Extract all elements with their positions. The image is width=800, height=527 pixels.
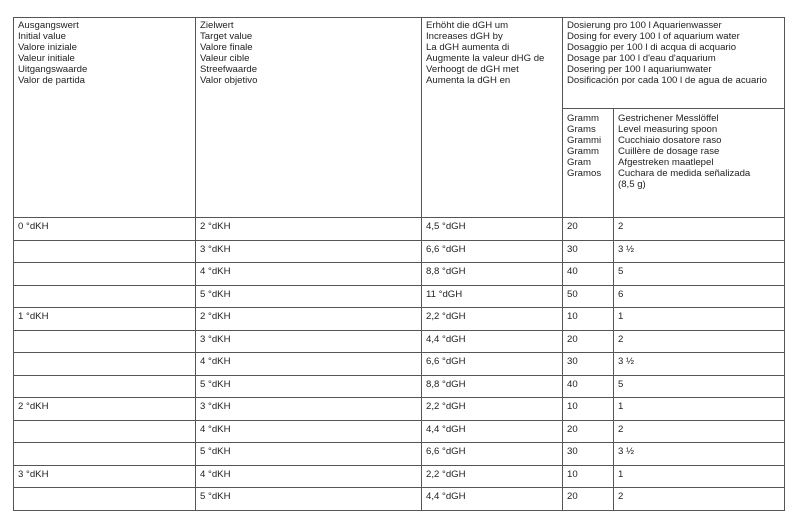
col2-line: Valeur cible — [200, 53, 250, 64]
cell-increase-dgh: 6,6 °dGH — [422, 443, 563, 466]
grams-line: Gram — [567, 157, 591, 168]
col1-line: Initial value — [18, 31, 66, 42]
cell-initial-value — [14, 443, 196, 466]
cell-target-value: 5 °dKH — [196, 443, 422, 466]
header-spoon — [614, 109, 785, 218]
cell-spoons: 2 — [614, 420, 785, 443]
cell-increase-dgh: 6,6 °dGH — [422, 240, 563, 263]
spoon-line: Gestrichener Messlöffel — [618, 113, 719, 124]
col1-line: Valeur initiale — [18, 53, 75, 64]
cell-increase-dgh: 4,5 °dGH — [422, 218, 563, 241]
cell-target-value: 4 °dKH — [196, 263, 422, 286]
cell-spoons: 3 ½ — [614, 353, 785, 376]
cell-spoons: 5 — [614, 263, 785, 286]
spoon-line: Cucchiaio dosatore raso — [618, 135, 722, 146]
cell-spoons: 3 ½ — [614, 443, 785, 466]
cell-target-value: 2 °dKH — [196, 218, 422, 241]
grams-line: Grammi — [567, 135, 602, 146]
cell-target-value: 3 °dKH — [196, 240, 422, 263]
cell-grams: 30 — [563, 443, 614, 466]
col2-line: Valore finale — [200, 42, 253, 53]
spoon-line: Level measuring spoon — [618, 124, 718, 135]
cell-grams: 20 — [563, 420, 614, 443]
cell-increase-dgh: 2,2 °dGH — [422, 465, 563, 488]
header-target-value — [196, 18, 422, 218]
cell-grams: 50 — [563, 285, 614, 308]
cell-initial-value — [14, 420, 196, 443]
cell-grams: 30 — [563, 240, 614, 263]
cell-initial-value: 3 °dKH — [14, 465, 196, 488]
cell-initial-value: 1 °dKH — [14, 308, 196, 331]
spoon-line: Cuchara de medida señalizada — [618, 168, 751, 179]
col3-line: Aumenta la dGH en — [426, 75, 511, 86]
cell-target-value: 5 °dKH — [196, 285, 422, 308]
cell-increase-dgh: 4,4 °dGH — [422, 420, 563, 443]
col3-line: Increases dGH by — [426, 31, 503, 42]
cell-initial-value — [14, 285, 196, 308]
table-row — [14, 398, 785, 421]
cell-increase-dgh: 8,8 °dGH — [422, 375, 563, 398]
table-row — [14, 375, 785, 398]
cell-grams: 10 — [563, 308, 614, 331]
cell-increase-dgh: 4,4 °dGH — [422, 330, 563, 353]
cell-initial-value — [14, 375, 196, 398]
table-row — [14, 353, 785, 376]
cell-grams: 30 — [563, 353, 614, 376]
col4-line: Dosaggio per 100 l di acqua di acquario — [567, 42, 737, 53]
dosing-table-container — [13, 17, 785, 511]
cell-increase-dgh: 8,8 °dGH — [422, 263, 563, 286]
cell-spoons: 1 — [614, 398, 785, 421]
header-row — [14, 18, 785, 109]
header-initial-value — [14, 18, 196, 218]
col2-line: Streefwaarde — [200, 64, 258, 75]
grams-line: Gramos — [567, 168, 602, 179]
header-dosing — [563, 18, 785, 109]
cell-initial-value: 0 °dKH — [14, 218, 196, 241]
col2-line: Valor objetivo — [200, 75, 258, 86]
cell-initial-value — [14, 353, 196, 376]
col4-line: Dosificación por cada 100 l de agua de acuario — [567, 75, 768, 86]
cell-increase-dgh: 6,6 °dGH — [422, 353, 563, 376]
cell-increase-dgh: 2,2 °dGH — [422, 398, 563, 421]
cell-grams: 20 — [563, 218, 614, 241]
cell-spoons: 1 — [614, 308, 785, 331]
col4-line: Dosierung pro 100 l Aquarienwasser — [567, 20, 722, 31]
table-row — [14, 308, 785, 331]
cell-target-value: 3 °dKH — [196, 398, 422, 421]
cell-spoons: 2 — [614, 330, 785, 353]
table-row — [14, 420, 785, 443]
col2-line: Target value — [200, 31, 253, 42]
col3-line: Erhöht die dGH um — [426, 20, 509, 31]
col1-line: Valore iniziale — [18, 42, 78, 53]
grams-line: Gramm — [567, 146, 599, 157]
cell-increase-dgh: 4,4 °dGH — [422, 488, 563, 511]
cell-target-value: 2 °dKH — [196, 308, 422, 331]
header-grams — [563, 109, 614, 218]
col3-line: La dGH aumenta di — [426, 42, 510, 53]
cell-target-value: 3 °dKH — [196, 330, 422, 353]
table-row — [14, 285, 785, 308]
cell-grams: 10 — [563, 465, 614, 488]
dosing-table — [13, 17, 785, 511]
cell-initial-value — [14, 488, 196, 511]
cell-grams: 40 — [563, 375, 614, 398]
table-row — [14, 443, 785, 466]
cell-spoons: 6 — [614, 285, 785, 308]
cell-grams: 40 — [563, 263, 614, 286]
cell-spoons: 3 ½ — [614, 240, 785, 263]
col4-line: Dosing for every 100 l of aquarium water — [567, 31, 740, 42]
col3-line: Augmente la valeur dHG de — [426, 53, 545, 64]
col4-line: Dosage par 100 l d'eau d'aquarium — [567, 53, 716, 64]
table-row — [14, 263, 785, 286]
cell-target-value: 5 °dKH — [196, 375, 422, 398]
spoon-line: Cuillère de dosage rase — [618, 146, 720, 157]
grams-line: Gramm — [567, 113, 599, 124]
cell-initial-value — [14, 240, 196, 263]
cell-initial-value: 2 °dKH — [14, 398, 196, 421]
cell-target-value: 4 °dKH — [196, 420, 422, 443]
cell-initial-value — [14, 263, 196, 286]
cell-spoons: 1 — [614, 465, 785, 488]
table-row — [14, 488, 785, 511]
cell-grams: 20 — [563, 488, 614, 511]
cell-target-value: 4 °dKH — [196, 465, 422, 488]
cell-grams: 20 — [563, 330, 614, 353]
col4-line: Dosering per 100 l aquariumwater — [567, 64, 712, 75]
spoon-line: Afgestreken maatlepel — [618, 157, 714, 168]
cell-initial-value — [14, 330, 196, 353]
table-row — [14, 330, 785, 353]
cell-target-value: 4 °dKH — [196, 353, 422, 376]
cell-spoons: 5 — [614, 375, 785, 398]
col3-line: Verhoogt de dGH met — [426, 64, 519, 75]
col1-line: Valor de partida — [18, 75, 86, 86]
col1-line: Uitgangswaarde — [18, 64, 88, 75]
col1-line: Ausgangswert — [18, 20, 79, 31]
table-row — [14, 465, 785, 488]
grams-line: Grams — [567, 124, 596, 135]
cell-grams: 10 — [563, 398, 614, 421]
table-row — [14, 240, 785, 263]
table-row — [14, 218, 785, 241]
spoon-line: (8,5 g) — [618, 179, 646, 190]
cell-increase-dgh: 2,2 °dGH — [422, 308, 563, 331]
cell-target-value: 5 °dKH — [196, 488, 422, 511]
cell-spoons: 2 — [614, 218, 785, 241]
header-increase-dgh — [422, 18, 563, 218]
cell-spoons: 2 — [614, 488, 785, 511]
cell-increase-dgh: 11 °dGH — [422, 285, 563, 308]
col2-line: Zielwert — [200, 20, 234, 31]
